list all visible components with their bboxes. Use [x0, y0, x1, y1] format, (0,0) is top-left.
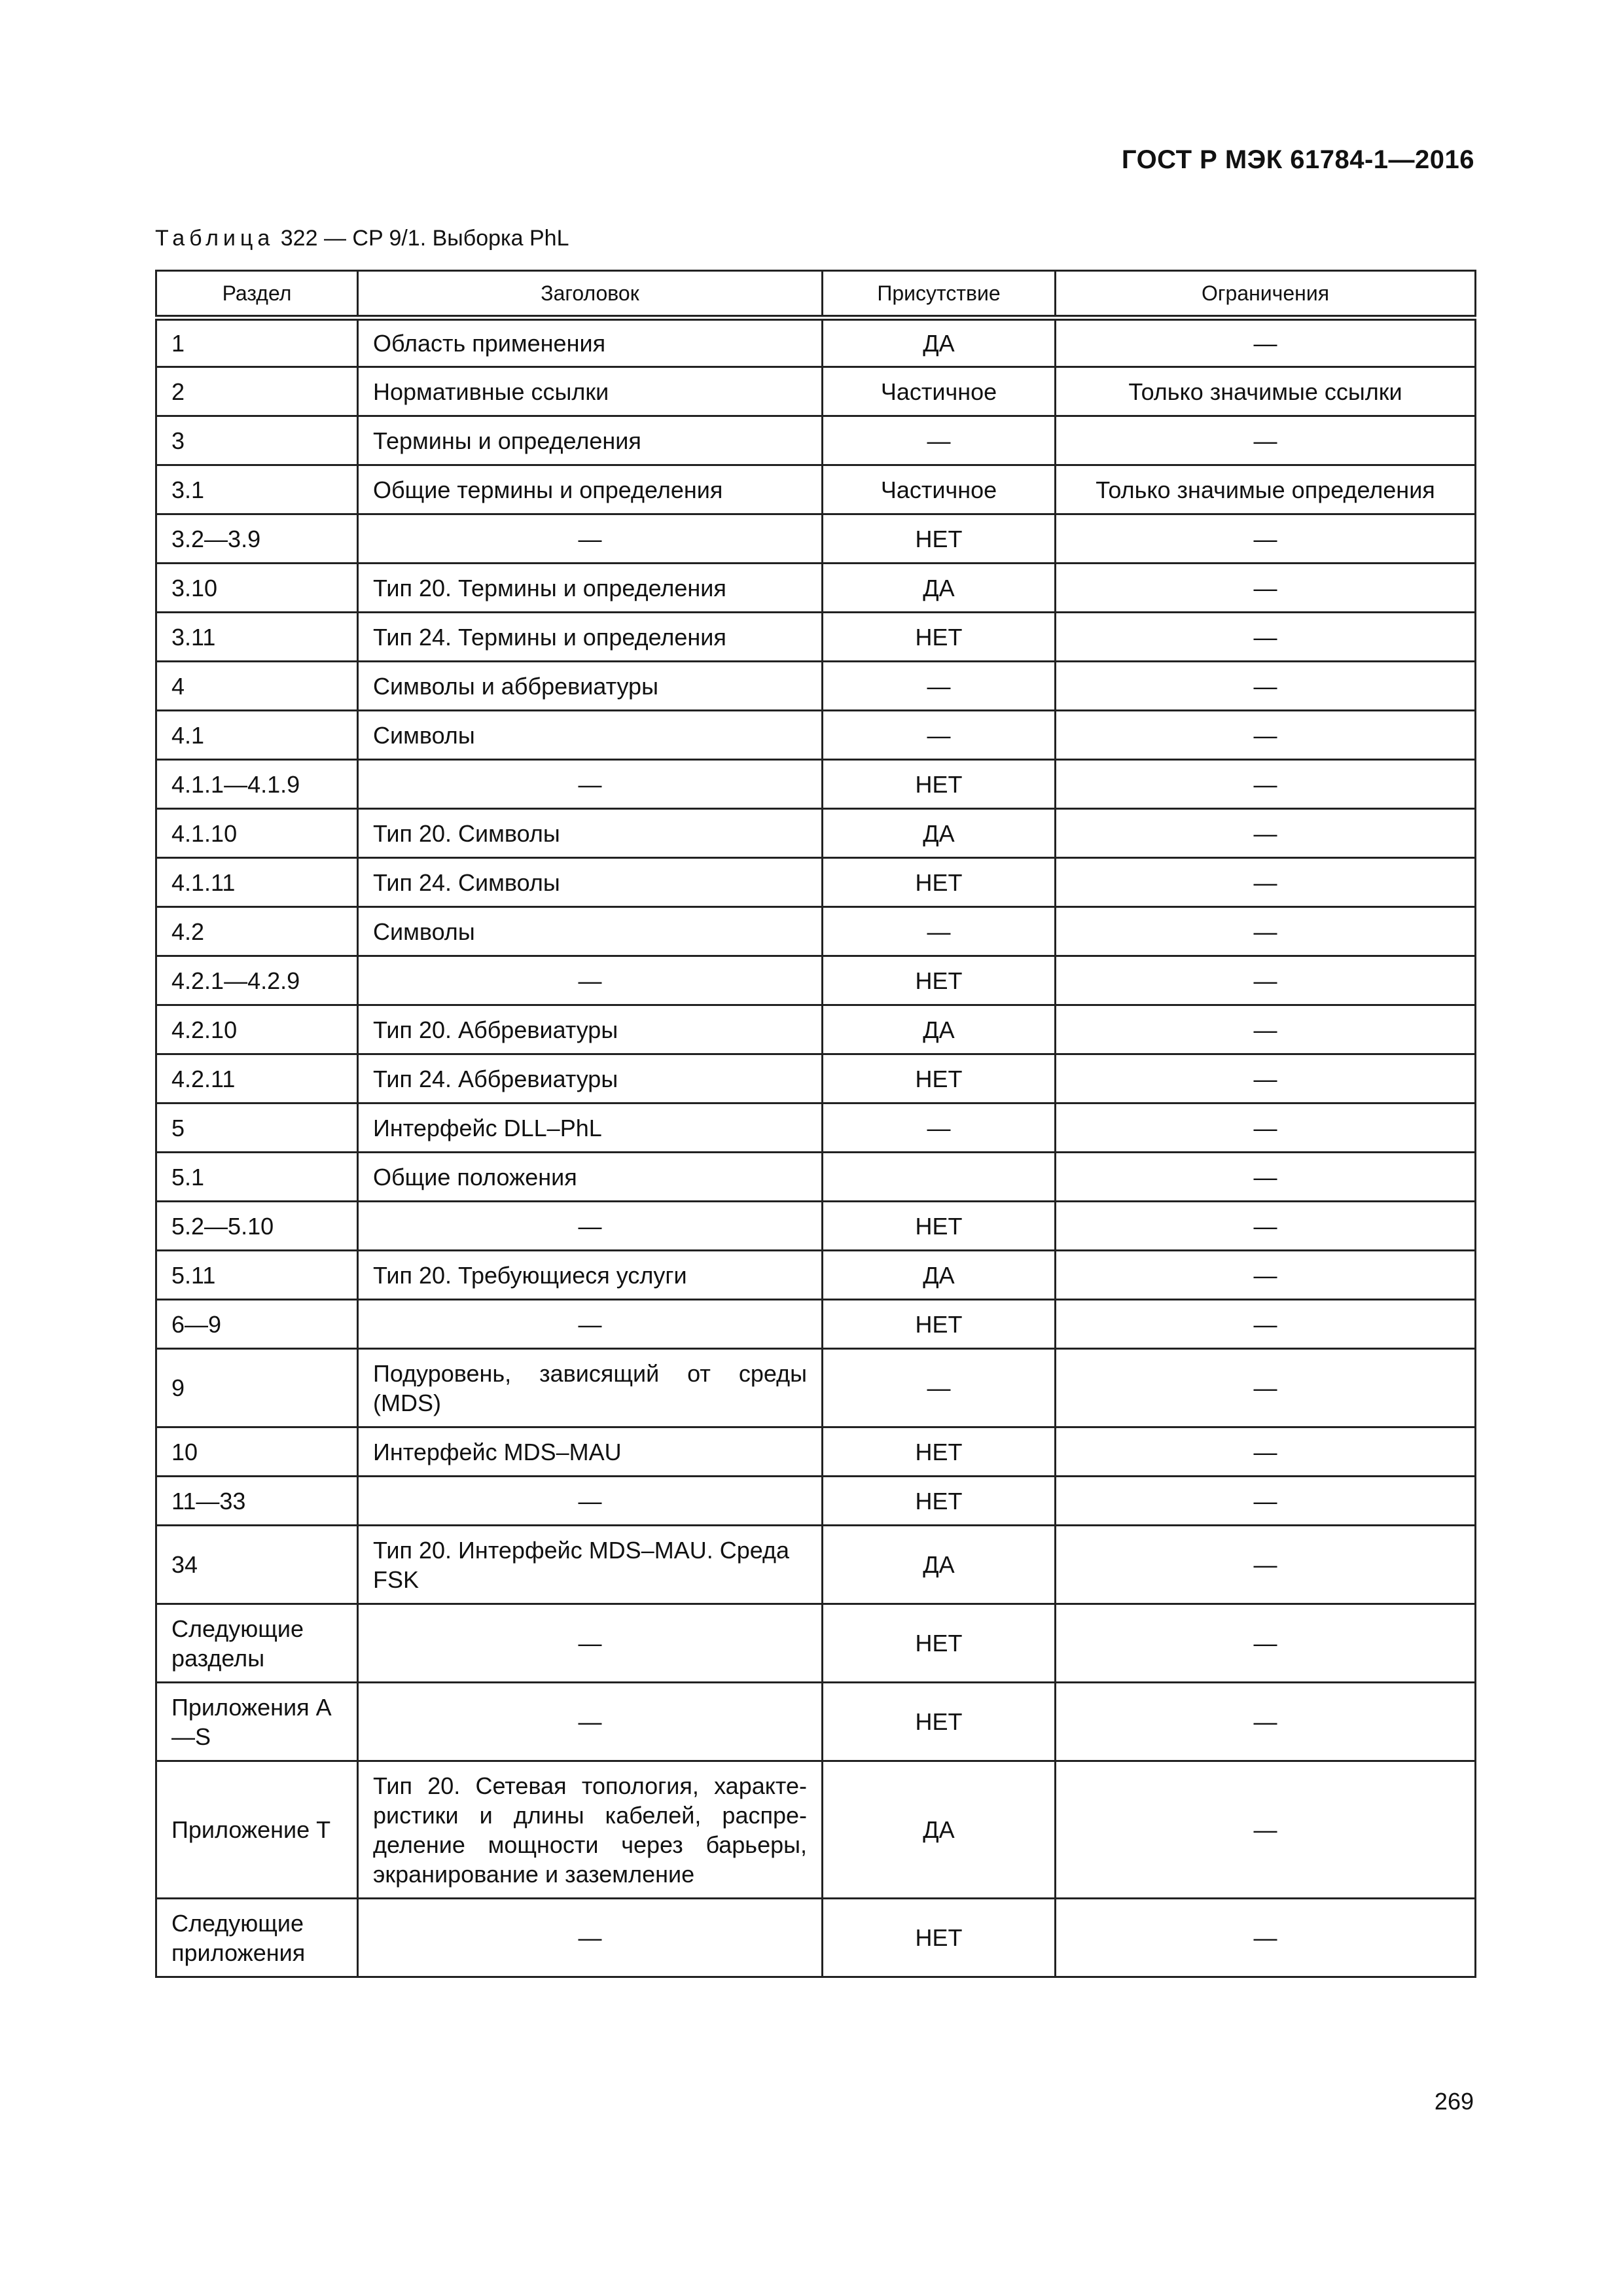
cell-title: Интерфейс DLL–PhL — [358, 1103, 823, 1153]
cell-title: Интерфейс MDS–MAU — [358, 1427, 823, 1477]
cell-presence: Частичное — [823, 465, 1056, 514]
cell-section: 6—9 — [156, 1300, 358, 1349]
cell-section: 4.2.10 — [156, 1005, 358, 1054]
cell-section: 4.2 — [156, 907, 358, 956]
cell-presence: Частичное — [823, 367, 1056, 416]
cell-section: 5.2—5.10 — [156, 1202, 358, 1251]
table-row — [156, 1526, 1476, 1604]
cell-title: — — [358, 1477, 823, 1526]
cell-section: 3 — [156, 416, 358, 465]
cell-presence: ДА — [823, 1526, 1056, 1604]
cell-section: 34 — [156, 1526, 358, 1604]
cell-limits: — — [1056, 1604, 1476, 1683]
table-row — [156, 711, 1476, 760]
table-row — [156, 858, 1476, 907]
table-row — [156, 1899, 1476, 1977]
table-row — [156, 1427, 1476, 1477]
table-row — [156, 956, 1476, 1005]
cell-presence: НЕТ — [823, 1477, 1056, 1526]
table-caption-word: Таблица — [155, 226, 275, 251]
cell-presence: НЕТ — [823, 1427, 1056, 1477]
cell-title: Тип 24. Символы — [358, 858, 823, 907]
cell-limits: — — [1056, 907, 1476, 956]
cell-limits: — — [1056, 1202, 1476, 1251]
cell-section: 10 — [156, 1427, 358, 1477]
cell-presence: — — [823, 1349, 1056, 1427]
table-row — [156, 907, 1476, 956]
cell-title: Общие термины и определения — [358, 465, 823, 514]
cell-presence: НЕТ — [823, 1202, 1056, 1251]
cell-presence: НЕТ — [823, 1683, 1056, 1761]
cell-section: 1 — [156, 318, 358, 367]
column-header-section: Раздел — [156, 271, 358, 318]
cell-section: 5 — [156, 1103, 358, 1153]
cell-title: Тип 20. Требующиеся услуги — [358, 1251, 823, 1300]
table-row — [156, 1054, 1476, 1103]
page-number: 269 — [1434, 2088, 1474, 2115]
table-row — [156, 1604, 1476, 1683]
cell-title: — — [358, 514, 823, 564]
cell-section: 4.2.1—4.2.9 — [156, 956, 358, 1005]
cell-limits: — — [1056, 1054, 1476, 1103]
cell-limits: — — [1056, 858, 1476, 907]
table-row — [156, 1103, 1476, 1153]
cell-presence — [823, 1153, 1056, 1202]
cell-title: Тип 20. Сетевая топология, характеристики и длины кабелей, распределение мощности через барьеры, экранирование и заземление — [358, 1761, 823, 1899]
cell-limits: — — [1056, 956, 1476, 1005]
cell-title: Символы и аббревиатуры — [358, 662, 823, 711]
cell-title: Символы — [358, 907, 823, 956]
cell-presence: — — [823, 416, 1056, 465]
document-header: ГОСТ Р МЭК 61784-1—2016 — [1121, 145, 1474, 174]
cell-limits: — — [1056, 760, 1476, 809]
cell-presence: НЕТ — [823, 956, 1056, 1005]
cell-section: 11—33 — [156, 1477, 358, 1526]
table-row — [156, 1477, 1476, 1526]
cell-title: Символы — [358, 711, 823, 760]
table-row — [156, 564, 1476, 613]
cell-title: Нормативные ссылки — [358, 367, 823, 416]
cell-section: Приложения A—S — [156, 1683, 358, 1761]
cell-title: — — [358, 1683, 823, 1761]
table-row — [156, 1300, 1476, 1349]
table-row — [156, 367, 1476, 416]
cell-limits: Только значимые ссылки — [1056, 367, 1476, 416]
cell-presence: НЕТ — [823, 858, 1056, 907]
column-header-presence: Присутствие — [823, 271, 1056, 318]
column-header-title: Заголовок — [358, 271, 823, 318]
cell-limits: — — [1056, 809, 1476, 858]
cell-section: 5.11 — [156, 1251, 358, 1300]
table-row — [156, 1761, 1476, 1899]
cell-presence: ДА — [823, 1005, 1056, 1054]
column-header-limits: Ограничения — [1056, 271, 1476, 318]
cell-presence: — — [823, 1103, 1056, 1153]
cell-section: Следующие приложения — [156, 1899, 358, 1977]
table-row — [156, 1005, 1476, 1054]
cell-limits: — — [1056, 318, 1476, 367]
cell-presence: — — [823, 662, 1056, 711]
cell-section: 4 — [156, 662, 358, 711]
selection-table — [155, 270, 1476, 1978]
cell-title: — — [358, 1202, 823, 1251]
cell-section: 3.2—3.9 — [156, 514, 358, 564]
cell-presence: НЕТ — [823, 1899, 1056, 1977]
cell-title: Подуровень, зависящий от среды (MDS) — [358, 1349, 823, 1427]
cell-presence: — — [823, 711, 1056, 760]
cell-presence: НЕТ — [823, 760, 1056, 809]
table-row — [156, 809, 1476, 858]
cell-limits: — — [1056, 1103, 1476, 1153]
cell-title: Тип 24. Термины и определения — [358, 613, 823, 662]
cell-presence: НЕТ — [823, 1604, 1056, 1683]
cell-presence: НЕТ — [823, 1054, 1056, 1103]
table-header-row — [156, 271, 1476, 318]
cell-limits: — — [1056, 1251, 1476, 1300]
cell-limits: — — [1056, 1005, 1476, 1054]
table-row — [156, 613, 1476, 662]
cell-title: — — [358, 1899, 823, 1977]
cell-limits: — — [1056, 711, 1476, 760]
table-row — [156, 318, 1476, 367]
cell-presence: ДА — [823, 564, 1056, 613]
cell-limits: — — [1056, 514, 1476, 564]
cell-limits: — — [1056, 1153, 1476, 1202]
cell-presence: НЕТ — [823, 613, 1056, 662]
cell-section: 4.1.11 — [156, 858, 358, 907]
table-row — [156, 662, 1476, 711]
cell-limits: — — [1056, 1761, 1476, 1899]
cell-presence: НЕТ — [823, 1300, 1056, 1349]
cell-title: Тип 20. Символы — [358, 809, 823, 858]
cell-title: Общие положения — [358, 1153, 823, 1202]
table-row — [156, 1202, 1476, 1251]
cell-title: — — [358, 1604, 823, 1683]
cell-presence: НЕТ — [823, 514, 1056, 564]
cell-presence: ДА — [823, 809, 1056, 858]
cell-limits: — — [1056, 1427, 1476, 1477]
cell-presence: ДА — [823, 1251, 1056, 1300]
cell-section: 2 — [156, 367, 358, 416]
cell-title: Термины и определения — [358, 416, 823, 465]
cell-presence: ДА — [823, 1761, 1056, 1899]
cell-presence: ДА — [823, 318, 1056, 367]
table-row — [156, 1251, 1476, 1300]
cell-section: 4.1.10 — [156, 809, 358, 858]
table-row — [156, 514, 1476, 564]
cell-title: Тип 24. Аббревиатуры — [358, 1054, 823, 1103]
table-row — [156, 760, 1476, 809]
table-caption — [155, 226, 569, 251]
cell-limits: — — [1056, 1349, 1476, 1427]
cell-limits: — — [1056, 564, 1476, 613]
cell-section: 5.1 — [156, 1153, 358, 1202]
cell-title: Тип 20. Интерфейс MDS–MAU. Среда FSK — [358, 1526, 823, 1604]
table-row — [156, 1683, 1476, 1761]
cell-presence: — — [823, 907, 1056, 956]
cell-limits: — — [1056, 1300, 1476, 1349]
cell-title: — — [358, 1300, 823, 1349]
cell-title: Тип 20. Термины и определения — [358, 564, 823, 613]
table-caption-text: 322 — CP 9/1. Выборка PhL — [280, 226, 569, 251]
cell-section: 3.1 — [156, 465, 358, 514]
cell-limits: — — [1056, 1477, 1476, 1526]
cell-section: 4.2.11 — [156, 1054, 358, 1103]
cell-limits: — — [1056, 613, 1476, 662]
cell-limits: Только значимые определения — [1056, 465, 1476, 514]
cell-limits: — — [1056, 1526, 1476, 1604]
cell-section: 3.10 — [156, 564, 358, 613]
cell-limits: — — [1056, 1899, 1476, 1977]
cell-section: 4.1.1—4.1.9 — [156, 760, 358, 809]
cell-title: — — [358, 760, 823, 809]
table-row — [156, 1349, 1476, 1427]
cell-section: 9 — [156, 1349, 358, 1427]
cell-section: Приложение T — [156, 1761, 358, 1899]
table-row — [156, 465, 1476, 514]
cell-section: 3.11 — [156, 613, 358, 662]
cell-title: Область применения — [358, 318, 823, 367]
cell-limits: — — [1056, 416, 1476, 465]
cell-section: Следующие разделы — [156, 1604, 358, 1683]
table-row — [156, 416, 1476, 465]
cell-section: 4.1 — [156, 711, 358, 760]
cell-title: Тип 20. Аббревиатуры — [358, 1005, 823, 1054]
cell-limits: — — [1056, 1683, 1476, 1761]
cell-limits: — — [1056, 662, 1476, 711]
table-row — [156, 1153, 1476, 1202]
cell-title: — — [358, 956, 823, 1005]
